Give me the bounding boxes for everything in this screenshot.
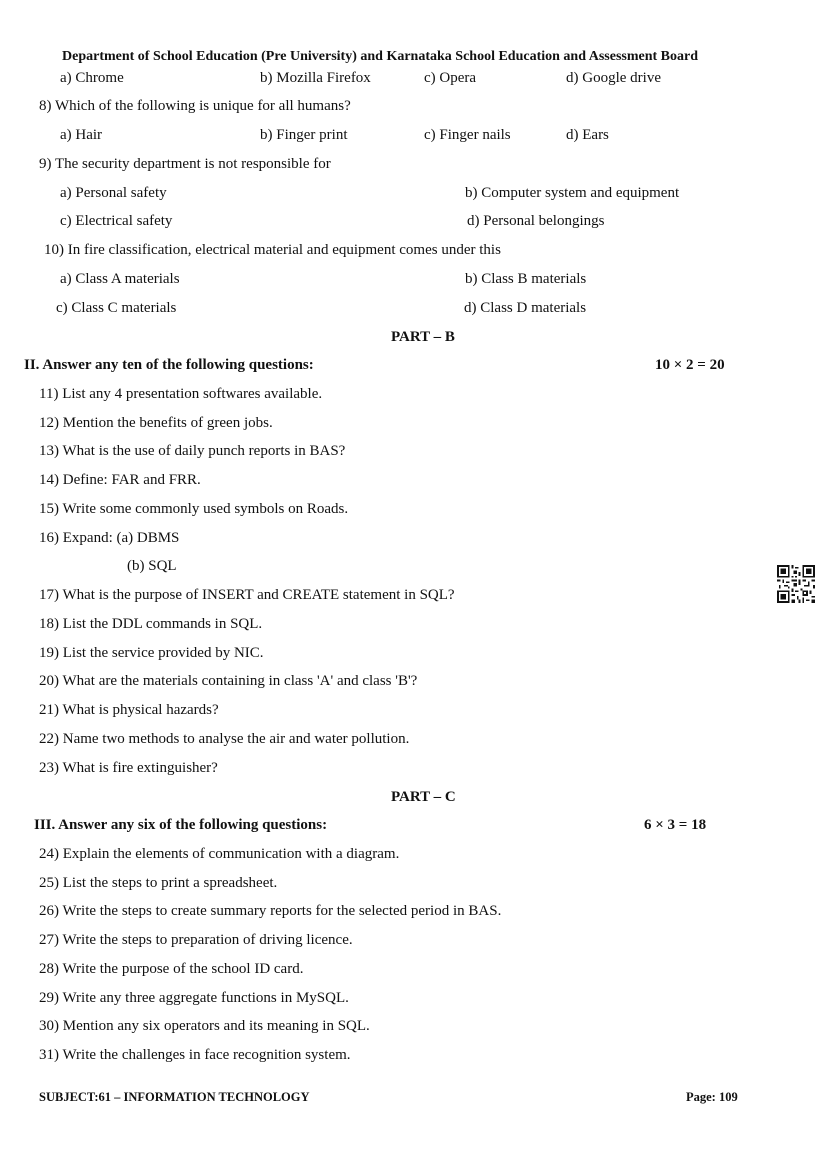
part-c-title: PART – C	[391, 789, 456, 805]
part-c-heading: III. Answer any six of the following questions:	[34, 817, 328, 833]
q7-option-d: d) Google drive	[566, 70, 661, 86]
q8-option-a: a) Hair	[60, 127, 103, 143]
q7-option-b: b) Mozilla Firefox	[260, 70, 371, 86]
question-21: 21) What is physical hazards?	[39, 702, 219, 718]
q9-option-c: c) Electrical safety	[60, 213, 173, 229]
q10-option-c: c) Class C materials	[56, 300, 177, 316]
part-b-title: PART – B	[391, 329, 455, 345]
question-27: 27) Write the steps to preparation of driving licence.	[39, 932, 353, 948]
q8-option-c: c) Finger nails	[424, 127, 511, 143]
question-26: 26) Write the steps to create summary reports for the selected period in BAS.	[39, 903, 502, 919]
q9-option-b: b) Computer system and equipment	[465, 185, 680, 201]
question-30: 30) Mention any six operators and its meaning in SQL.	[39, 1018, 370, 1034]
footer-subject: SUBJECT:61 – INFORMATION TECHNOLOGY	[39, 1090, 310, 1104]
q7-option-c: c) Opera	[424, 70, 477, 86]
question-20: 20) What are the materials containing in class 'A' and class 'B'?	[39, 673, 418, 689]
question-15: 15) Write some commonly used symbols on Roads.	[39, 501, 349, 517]
question-24: 24) Explain the elements of communication with a diagram.	[39, 846, 400, 862]
question-31: 31) Write the challenges in face recognition system.	[39, 1047, 351, 1063]
question-10: 10) In fire classification, electrical material and equipment comes under this	[44, 242, 501, 258]
q10-option-a: a) Class A materials	[60, 271, 180, 287]
question-23: 23) What is fire extinguisher?	[39, 760, 218, 776]
part-b-marks: 10 × 2 = 20	[655, 357, 725, 373]
question-25: 25) List the steps to print a spreadsheet.	[39, 875, 278, 891]
page-header: Department of School Education (Pre University) and Karnataka School Education and Assessment Board	[62, 49, 699, 64]
question-19: 19) List the service provided by NIC.	[39, 645, 264, 661]
question-29: 29) Write any three aggregate functions in MySQL.	[39, 990, 349, 1006]
question-18: 18) List the DDL commands in SQL.	[39, 616, 263, 632]
question-16: 16) Expand: (a) DBMS	[39, 530, 180, 546]
q10-option-d: d) Class D materials	[464, 300, 587, 316]
q7-option-a: a) Chrome	[60, 70, 124, 86]
question-12: 12) Mention the benefits of green jobs.	[39, 415, 273, 431]
q8-option-d: d) Ears	[566, 127, 609, 143]
question-8: 8) Which of the following is unique for all humans?	[39, 98, 351, 114]
question-28: 28) Write the purpose of the school ID card.	[39, 961, 304, 977]
part-c-marks: 6 × 3 = 18	[644, 817, 707, 833]
q9-option-d: d) Personal belongings	[467, 213, 605, 229]
question-11: 11) List any 4 presentation softwares available.	[39, 386, 323, 402]
question-9: 9) The security department is not responsible for	[39, 156, 331, 172]
question-13: 13) What is the use of daily punch reports in BAS?	[39, 443, 346, 459]
question-16-part-b: (b) SQL	[127, 558, 177, 574]
qr-code-icon	[777, 565, 815, 603]
question-22: 22) Name two methods to analyse the air and water pollution.	[39, 731, 410, 747]
question-14: 14) Define: FAR and FRR.	[39, 472, 201, 488]
q10-option-b: b) Class B materials	[465, 271, 587, 287]
q8-option-b: b) Finger print	[260, 127, 348, 143]
part-b-heading: II. Answer any ten of the following questions:	[24, 357, 314, 373]
q9-option-a: a) Personal safety	[60, 185, 167, 201]
question-17: 17) What is the purpose of INSERT and CREATE statement in SQL?	[39, 587, 455, 603]
footer-page-number: Page: 109	[686, 1090, 738, 1104]
